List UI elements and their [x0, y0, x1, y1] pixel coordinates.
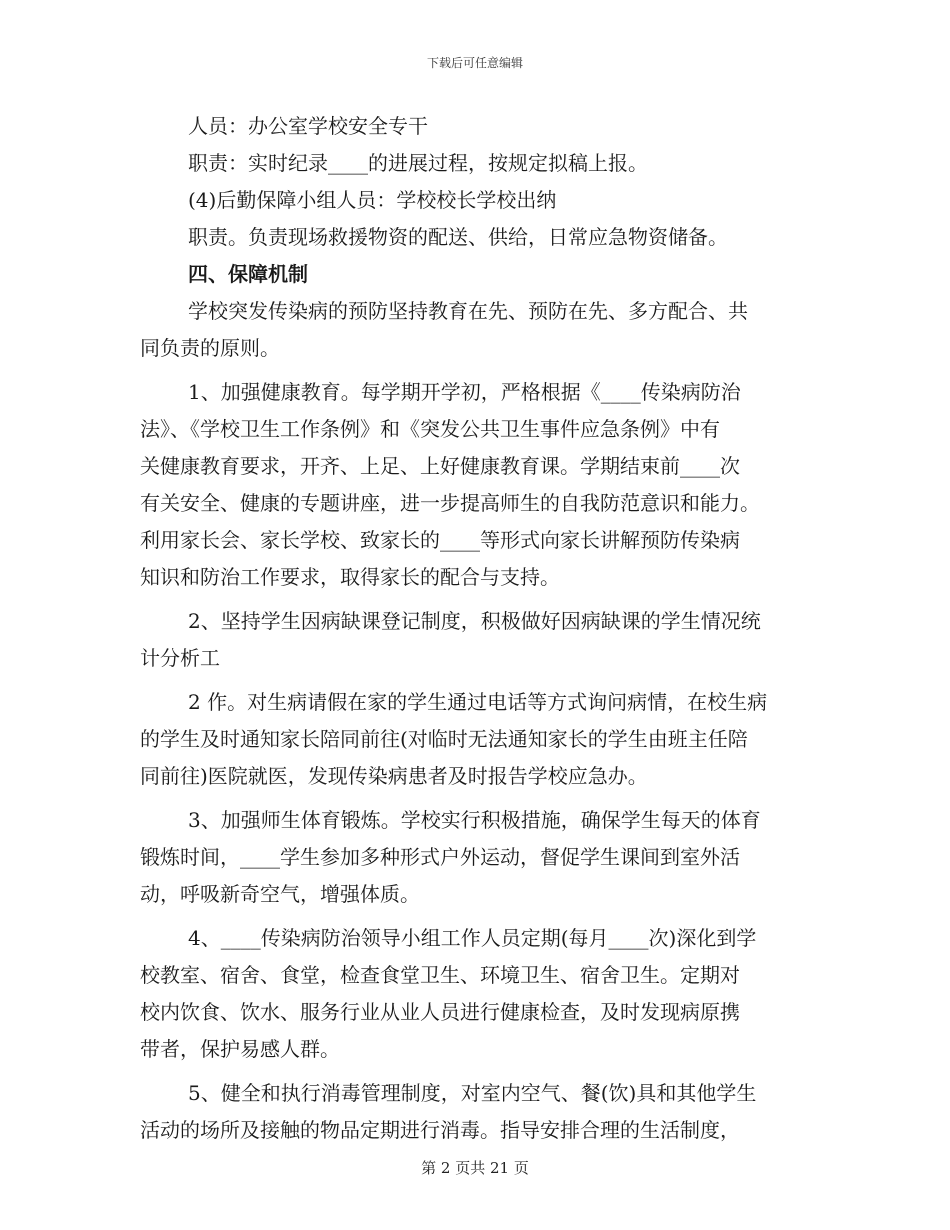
- text-line: 关健康教育要求，开齐、上足、上好健康教育课。学期结束前____次: [140, 454, 740, 478]
- text-line: 同负责的原则。: [140, 336, 280, 360]
- text-line: 的学生及时通知家长陪同前往(对临时无法通知家长的学生由班主任陪: [140, 727, 748, 751]
- text-line: 带者，保护易感人群。: [140, 1037, 340, 1061]
- text-line: 人员：办公室学校安全专干: [188, 114, 428, 138]
- text-line: 2 作。对生病请假在家的学生通过电话等方式询问病情，在校生病: [188, 690, 768, 714]
- text-line: 利用家长会、家长学校、致家长的____等形式向家长讲解预防传染病: [140, 528, 740, 552]
- text-line: 职责：实时纪录____的进展过程，按规定拟稿上报。: [188, 151, 648, 175]
- text-line: 同前往)医院就医，发现传染病患者及时报告学校应急办。: [140, 764, 648, 788]
- text-line: 知识和防治工作要求，取得家长的配合与支持。: [140, 565, 560, 589]
- text-line: (4)后勤保障小组人员：学校校长学校出纳: [188, 188, 557, 212]
- text-line: 1、加强健康教育。每学期开学初，严格根据《____传染病防治: [188, 380, 741, 404]
- document-body: [140, 108, 812, 1149]
- text-line: 4、____传染病防治领导小组工作人员定期(每月____次)深化到学: [188, 926, 757, 950]
- text-line: 活动的场所及接触的物品定期进行消毒。指导安排合理的生活制度，: [140, 1118, 740, 1142]
- text-line: 职责。负责现场救援物资的配送、供给，日常应急物资储备。: [188, 225, 728, 249]
- text-line: 2、坚持学生因病缺课登记制度，积极做好因病缺课的学生情况统: [188, 609, 761, 633]
- section-heading: 四、保障机制: [188, 262, 308, 286]
- text-line: 学校突发传染病的预防坚持教育在先、预防在先、多方配合、共: [188, 299, 748, 323]
- text-line: 锻炼时间，____学生参加多种形式户外运动，督促学生课间到室外活: [140, 845, 740, 869]
- text-line: 有关安全、健康的专题讲座，进一步提高师生的自我防范意识和能力。: [140, 491, 760, 515]
- text-line: 动，呼吸新奇空气，增强体质。: [140, 882, 420, 906]
- text-line: 校教室、宿舍、食堂，检查食堂卫生、环境卫生、宿舍卫生。定期对: [140, 963, 740, 987]
- page-footer: 第 2 页共 21 页: [421, 1159, 529, 1177]
- text-line: 法》、《学校卫生工作条例》和《突发公共卫生事件应急条例》中有: [140, 417, 720, 441]
- text-line: 计分析工: [140, 646, 220, 670]
- page-header: 下载后可任意编辑: [426, 56, 523, 70]
- text-line: 校内饮食、饮水、服务行业从业人员进行健康检查，及时发现病原携: [140, 1000, 740, 1024]
- text-line: 5、健全和执行消毒管理制度，对室内空气、餐(饮)具和其他学生: [188, 1081, 757, 1105]
- text-line: 3、加强师生体育锻炼。学校实行积极措施，确保学生每天的体育: [188, 808, 761, 832]
